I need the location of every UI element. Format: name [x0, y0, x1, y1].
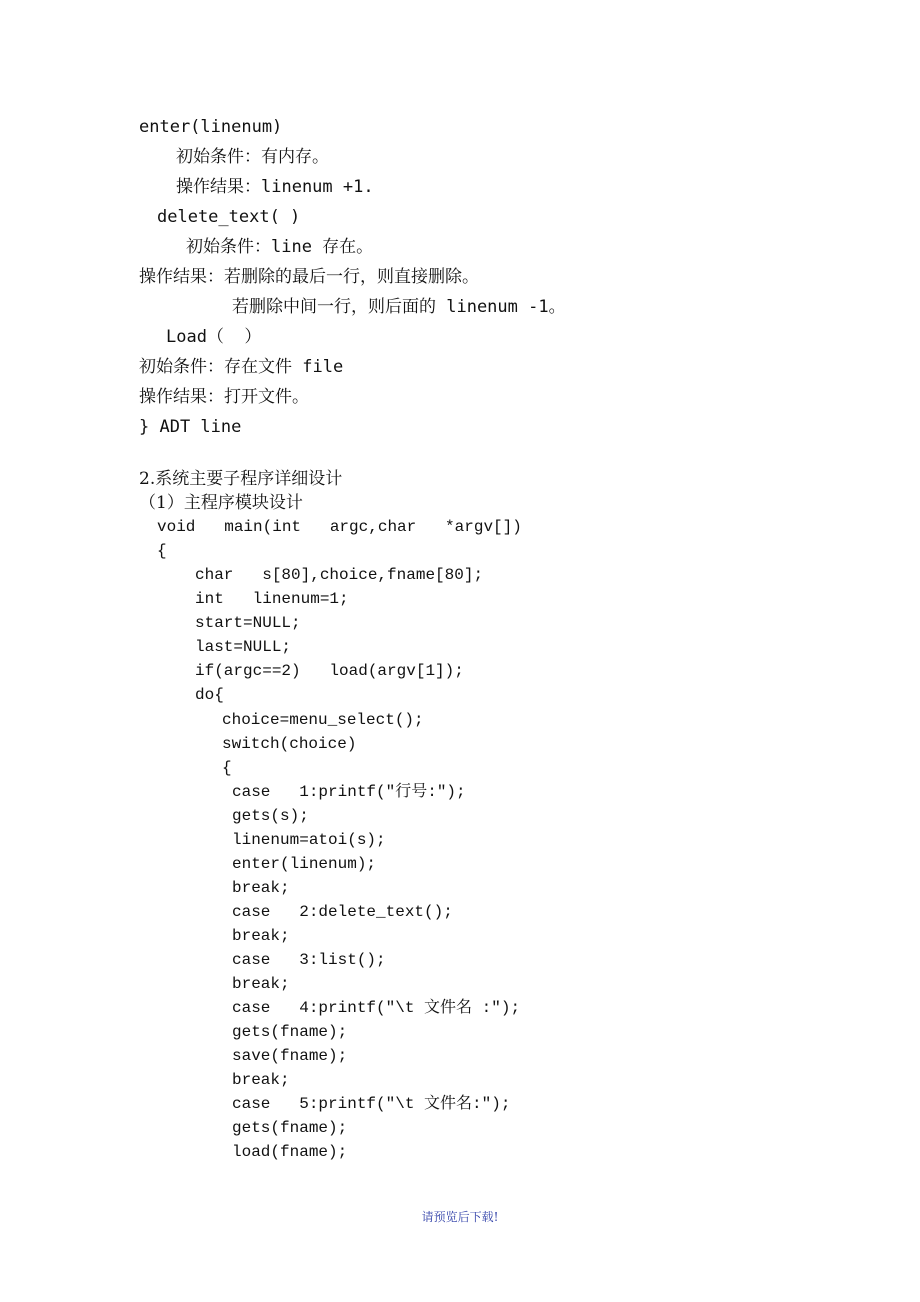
code-line: if(argc==2) load(argv[1]);	[195, 662, 464, 680]
page-footer: 请预览后下载!	[421, 1210, 499, 1224]
adt-line: Load（ ）	[166, 327, 262, 347]
code-line: case 5:printf("\t 文件名:");	[232, 1095, 511, 1113]
adt-line: 若删除中间一行，则后面的 linenum -1。	[232, 297, 566, 317]
code-line: gets(fname);	[232, 1023, 348, 1041]
code-line: {	[222, 759, 232, 777]
code-line: void main(int argc,char *argv[])	[157, 518, 522, 536]
adt-line: 初始条件：存在文件 file	[139, 357, 344, 377]
code-line: break;	[232, 879, 290, 897]
section-heading: 2.系统主要子程序详细设计	[139, 469, 343, 489]
code-line: {	[157, 542, 167, 560]
code-line: last=NULL;	[195, 638, 292, 656]
code-line: break;	[232, 1071, 290, 1089]
adt-line: 操作结果：若删除的最后一行，则直接删除。	[139, 267, 479, 287]
code-line: enter(linenum);	[232, 855, 377, 873]
code-line: linenum=atoi(s);	[232, 831, 386, 849]
code-line: case 1:printf("行号:");	[232, 783, 466, 801]
code-line: do{	[195, 686, 224, 704]
code-line: char s[80],choice,fname[80];	[195, 566, 484, 584]
code-line: save(fname);	[232, 1047, 348, 1065]
code-line: break;	[232, 975, 290, 993]
adt-line: } ADT line	[139, 417, 242, 437]
code-line: gets(fname);	[232, 1119, 348, 1137]
code-line: start=NULL;	[195, 614, 301, 632]
code-line: case 2:delete_text();	[232, 903, 453, 921]
code-line: int linenum=1;	[195, 590, 349, 608]
adt-line: delete_text( )	[157, 207, 301, 227]
adt-line: 操作结果：linenum +1.	[176, 177, 374, 197]
subsection-heading: （1）主程序模块设计	[139, 493, 303, 513]
adt-line: 初始条件：line 存在。	[186, 237, 374, 257]
code-line: choice=menu_select();	[222, 711, 424, 729]
adt-line: 初始条件：有内存。	[176, 147, 329, 167]
code-line: break;	[232, 927, 290, 945]
code-line: case 3:list();	[232, 951, 386, 969]
adt-line: 操作结果：打开文件。	[139, 387, 309, 407]
code-line: load(fname);	[232, 1143, 348, 1161]
code-line: switch(choice)	[222, 735, 357, 753]
code-line: case 4:printf("\t 文件名 :");	[232, 999, 521, 1017]
code-line: gets(s);	[232, 807, 309, 825]
adt-line: enter(linenum)	[139, 117, 283, 137]
